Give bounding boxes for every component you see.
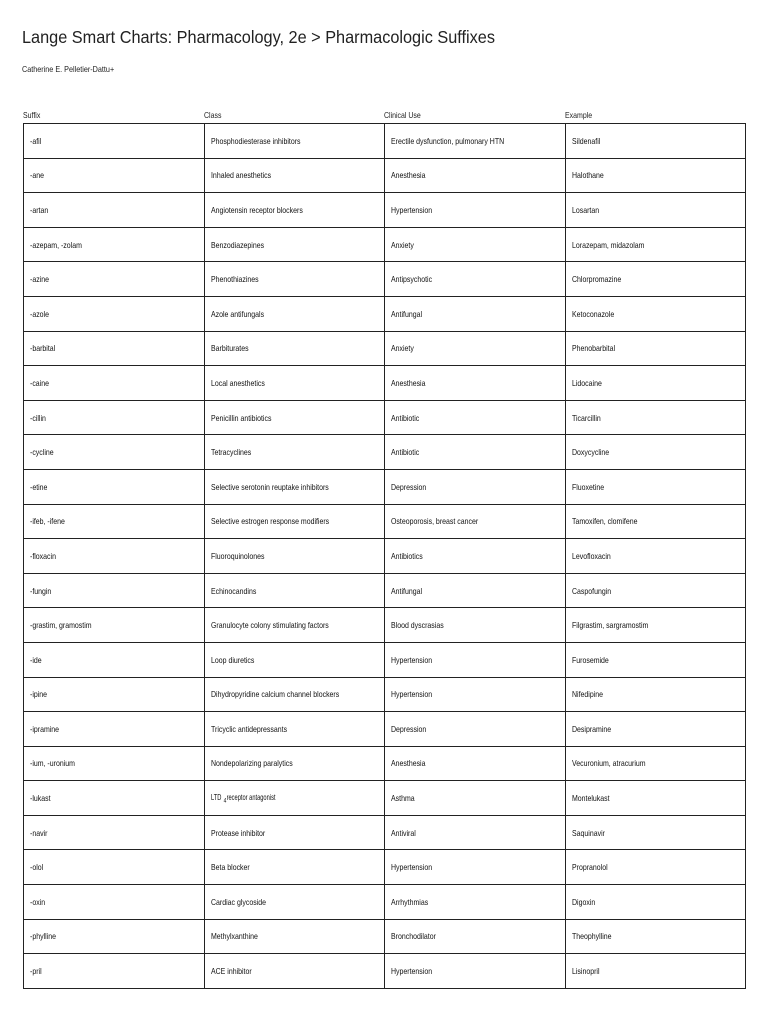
example-cell: Nifedipine	[566, 677, 746, 712]
table-row	[24, 712, 746, 747]
suffix-cell: -caine	[24, 366, 205, 401]
class-cell: Dihydropyridine calcium channel blockers	[205, 677, 385, 712]
table-row	[24, 677, 746, 712]
table-row	[24, 815, 746, 850]
clinical-use-cell: Hypertension	[385, 642, 566, 677]
class-cell: Beta blocker	[205, 850, 385, 885]
clinical-use-cell: Antifungal	[385, 573, 566, 608]
clinical-use-cell: Bronchodilator	[385, 919, 566, 954]
author-name: Catherine E. Pelletier-Dattu+	[22, 64, 115, 74]
table-row	[24, 262, 746, 297]
header-class: Class	[204, 110, 222, 120]
class-cell: Angiotensin receptor blockers	[205, 193, 385, 228]
table-row	[24, 227, 746, 262]
suffix-cell: -ane	[24, 158, 205, 193]
clinical-use-cell: Hypertension	[385, 954, 566, 989]
header-suffix: Suffix	[23, 110, 41, 120]
table-row	[24, 124, 746, 159]
table-row	[24, 435, 746, 470]
clinical-use-cell: Osteoporosis, breast cancer	[385, 504, 566, 539]
suffix-cell: -ifeb, -ifene	[24, 504, 205, 539]
suffix-cell: -ide	[24, 642, 205, 677]
example-cell: Theophylline	[566, 919, 746, 954]
example-cell: Lidocaine	[566, 366, 746, 401]
example-cell: Losartan	[566, 193, 746, 228]
class-cell: Azole antifungals	[205, 296, 385, 331]
class-cell: Selective estrogen response modifiers	[205, 504, 385, 539]
table-row	[24, 331, 746, 366]
class-cell: Barbiturates	[205, 331, 385, 366]
clinical-use-cell: Antipsychotic	[385, 262, 566, 297]
clinical-use-cell: Hypertension	[385, 193, 566, 228]
class-cell: LTD $_4$receptor antagonist	[205, 781, 385, 816]
clinical-use-cell: Antibiotic	[385, 435, 566, 470]
class-cell: Fluoroquinolones	[205, 539, 385, 574]
suffix-cell: -ium, -uronium	[24, 746, 205, 781]
page-title: Lange Smart Charts: Pharmacology, 2e > Pharmacologic Suffixes	[22, 27, 495, 47]
class-cell: Benzodiazepines	[205, 227, 385, 262]
class-cell: Phosphodiesterase inhibitors	[205, 124, 385, 159]
suffix-cell: -afil	[24, 124, 205, 159]
header-clinical-use: Clinical Use	[384, 110, 421, 120]
table-row	[24, 158, 746, 193]
clinical-use-cell: Antibiotic	[385, 400, 566, 435]
class-cell: Protease inhibitor	[205, 815, 385, 850]
example-cell: Saquinavir	[566, 815, 746, 850]
clinical-use-cell: Anesthesia	[385, 746, 566, 781]
suffix-cell: -ipine	[24, 677, 205, 712]
table-row	[24, 746, 746, 781]
example-cell: Filgrastim, sargramostim	[566, 608, 746, 643]
clinical-use-cell: Hypertension	[385, 850, 566, 885]
example-cell: Desipramine	[566, 712, 746, 747]
example-cell: Chlorpromazine	[566, 262, 746, 297]
clinical-use-cell: Depression	[385, 469, 566, 504]
class-cell: Nondepolarizing paralytics	[205, 746, 385, 781]
table-row	[24, 954, 746, 989]
example-cell: Caspofungin	[566, 573, 746, 608]
class-cell: Inhaled anesthetics	[205, 158, 385, 193]
table-row	[24, 504, 746, 539]
class-cell: Selective serotonin reuptake inhibitors	[205, 469, 385, 504]
suffix-cell: -navir	[24, 815, 205, 850]
suffix-table	[23, 123, 746, 989]
example-cell: Levofloxacin	[566, 539, 746, 574]
class-cell: Penicillin antibiotics	[205, 400, 385, 435]
example-cell: Vecuronium, atracurium	[566, 746, 746, 781]
suffix-cell: -grastim, gramostim	[24, 608, 205, 643]
clinical-use-cell: Antibiotics	[385, 539, 566, 574]
table-row	[24, 781, 746, 816]
suffix-cell: -azole	[24, 296, 205, 331]
table-row	[24, 919, 746, 954]
example-cell: Furosemide	[566, 642, 746, 677]
table-row	[24, 573, 746, 608]
clinical-use-cell: Arrhythmias	[385, 885, 566, 920]
class-cell: Echinocandins	[205, 573, 385, 608]
clinical-use-cell: Blood dyscrasias	[385, 608, 566, 643]
suffix-cell: -etine	[24, 469, 205, 504]
class-cell: Loop diuretics	[205, 642, 385, 677]
clinical-use-cell: Anesthesia	[385, 158, 566, 193]
example-cell: Lisinopril	[566, 954, 746, 989]
suffix-cell: -lukast	[24, 781, 205, 816]
header-example: Example	[565, 110, 593, 120]
suffix-cell: -fungin	[24, 573, 205, 608]
class-cell: Tetracyclines	[205, 435, 385, 470]
suffix-cell: -artan	[24, 193, 205, 228]
clinical-use-cell: Erectile dysfunction, pulmonary HTN	[385, 124, 566, 159]
suffix-cell: -azepam, -zolam	[24, 227, 205, 262]
column-headers	[23, 110, 745, 122]
clinical-use-cell: Asthma	[385, 781, 566, 816]
suffix-cell: -ipramine	[24, 712, 205, 747]
example-cell: Doxycycline	[566, 435, 746, 470]
clinical-use-cell: Antiviral	[385, 815, 566, 850]
table-row	[24, 366, 746, 401]
suffix-cell: -floxacin	[24, 539, 205, 574]
suffix-cell: -cillin	[24, 400, 205, 435]
suffix-cell: -pril	[24, 954, 205, 989]
suffix-cell: -azine	[24, 262, 205, 297]
table-row	[24, 608, 746, 643]
clinical-use-cell: Hypertension	[385, 677, 566, 712]
example-cell: Digoxin	[566, 885, 746, 920]
example-cell: Ticarcillin	[566, 400, 746, 435]
example-cell: Montelukast	[566, 781, 746, 816]
table-row	[24, 296, 746, 331]
suffix-cell: -olol	[24, 850, 205, 885]
table-row	[24, 885, 746, 920]
class-cell: Cardiac glycoside	[205, 885, 385, 920]
suffix-cell: -oxin	[24, 885, 205, 920]
example-cell: Phenobarbital	[566, 331, 746, 366]
example-cell: Tamoxifen, clomifene	[566, 504, 746, 539]
example-cell: Halothane	[566, 158, 746, 193]
clinical-use-cell: Anxiety	[385, 331, 566, 366]
class-cell: Granulocyte colony stimulating factors	[205, 608, 385, 643]
clinical-use-cell: Anxiety	[385, 227, 566, 262]
clinical-use-cell: Depression	[385, 712, 566, 747]
suffix-cell: -cycline	[24, 435, 205, 470]
table-row	[24, 539, 746, 574]
class-cell: Tricyclic antidepressants	[205, 712, 385, 747]
example-cell: Lorazepam, midazolam	[566, 227, 746, 262]
clinical-use-cell: Antifungal	[385, 296, 566, 331]
table-row	[24, 400, 746, 435]
table-row	[24, 469, 746, 504]
clinical-use-cell: Anesthesia	[385, 366, 566, 401]
example-cell: Propranolol	[566, 850, 746, 885]
example-cell: Ketoconazole	[566, 296, 746, 331]
table-row	[24, 193, 746, 228]
suffix-cell: -barbital	[24, 331, 205, 366]
example-cell: Sildenafil	[566, 124, 746, 159]
class-cell: ACE inhibitor	[205, 954, 385, 989]
class-cell: Methylxanthine	[205, 919, 385, 954]
suffix-cell: -phylline	[24, 919, 205, 954]
table-row	[24, 850, 746, 885]
example-cell: Fluoxetine	[566, 469, 746, 504]
table-row	[24, 642, 746, 677]
class-cell: Phenothiazines	[205, 262, 385, 297]
class-cell: Local anesthetics	[205, 366, 385, 401]
